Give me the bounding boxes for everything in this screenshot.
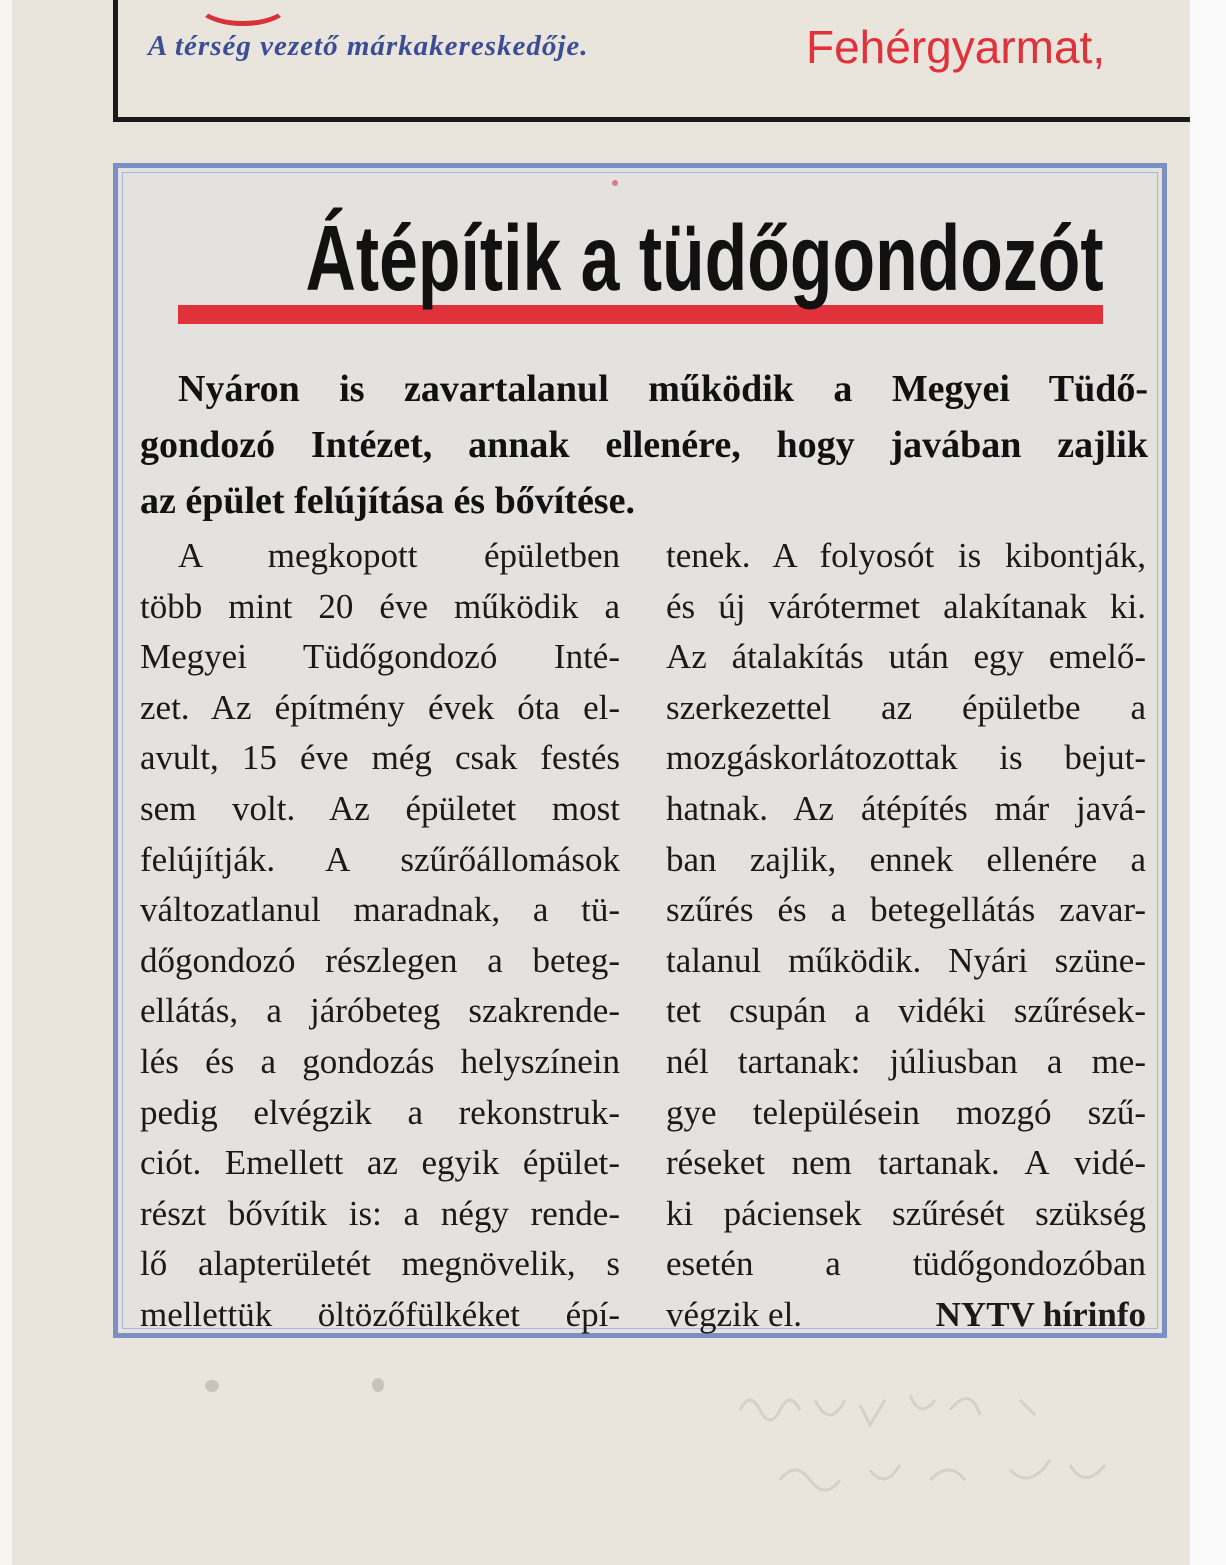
scan-margin-left [0,0,12,1565]
body-line: pedig elvégzik a rekonstruk- [140,1092,620,1132]
body-line: tenek. A folyosót is kibontják, [666,536,1146,575]
body-line: A megkopott épületben [178,536,620,575]
header-frame-horizontal [113,117,1190,122]
headline: Átépítik a tüdőgondozót [305,206,1104,310]
pencil-handwriting-scribble [720,1370,1160,1540]
body-line: dőgondozó részlegen a beteg- [140,940,620,980]
body-column-left [140,531,620,1341]
article-credit: NYTV hírinfo [935,1294,1146,1334]
lead-line: Nyáron is zavartalanul működik a Megyei Tüdő- [178,368,1148,410]
body-line: ciót. Emellett az egyik épület- [140,1143,620,1183]
body-line: esetén a tüdőgondozóban [666,1244,1146,1284]
advert-town: Fehérgyarmat, [806,21,1106,73]
body-line: felújítják. A szűrőállomások [140,839,620,879]
body-line: lő alapterületét megnövelik, s [140,1244,620,1284]
body-line: Megyei Tüdőgondozó Inté- [140,637,620,677]
body-line: lés és a gondozás helyszínein [140,1041,620,1081]
body-line: réseket nem tartanak. A vidé- [666,1143,1146,1183]
lead-paragraph [140,361,1148,529]
body-line: nél tartanak: júliusban a me- [666,1041,1146,1081]
lead-line: az épület felújítása és bővítése. [140,480,635,522]
body-line: zet. Az építmény évek óta el- [140,687,620,727]
article-box [113,163,1167,1338]
body-line: szerkezettel az épületbe a [666,687,1146,727]
lead-line: gondozó Intézet, annak ellenére, hogy javában zajlik [140,424,1148,466]
header-frame-vertical [113,0,118,122]
body-line: több mint 20 éve működik a [140,586,620,626]
body-line: tet csupán a vidéki szűrések- [666,991,1146,1031]
body-line: hatnak. Az átépítés már javá- [666,788,1146,828]
body-line: ki páciensek szűrését szükség [666,1193,1146,1233]
body-line: ban zajlik, ennek ellenére a [666,839,1146,879]
body-line: gye településein mozgó szű- [666,1092,1146,1132]
body-line: szűrés és a betegellátás zavar- [666,890,1146,930]
body-column-right [666,531,1146,1341]
closing-text: végzik el. [666,1294,803,1334]
paper-speck [205,1380,219,1392]
body-line: és új várótermet alakítanak ki. [666,586,1146,626]
advert-slogan: A térség vezető márkakereskedője. [148,30,589,62]
body-line: mellettük öltözőfülkéket épí- [140,1294,620,1334]
body-line: ellátás, a járóbeteg szakrende- [140,991,620,1031]
body-line: talanul működik. Nyári szüne- [666,940,1146,980]
closing-line [666,1290,1146,1341]
ink-dot [612,180,618,186]
scan-margin-right [1190,0,1226,1565]
paper-speck [372,1378,384,1392]
body-line: sem volt. Az épületet most [140,788,620,828]
body-line: avult, 15 éve még csak festés [140,738,620,778]
body-line: részt bővítik is: a négy rende- [140,1193,620,1233]
body-line: Az átalakítás után egy emelő- [666,637,1146,677]
body-line: mozgáskorlátozottak is bejut- [666,738,1146,778]
body-line: változatlanul maradnak, a tü- [140,890,620,930]
